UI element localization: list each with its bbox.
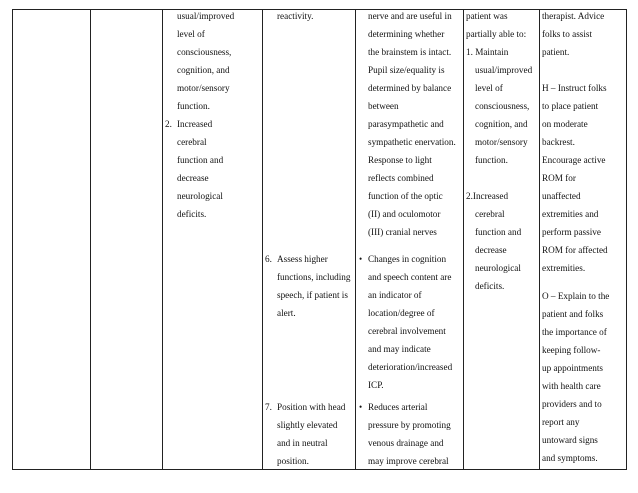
nursing-care-plan-table [12,9,627,470]
rationale-line: and speech content are [368,272,452,282]
rationale-line: Pupil size/equality is [368,65,445,75]
rationale-line: reflects combined [368,173,434,183]
teaching-line: folks to assist [542,29,593,39]
evaluation-line: cognition, and [475,119,528,129]
teaching-line: untoward signs [542,435,598,445]
intervention-line: Assess higher [277,254,328,264]
intervention-line: and in neutral [277,438,328,448]
rationale-line: cerebral involvement [368,326,446,336]
table-cell-interventions [263,10,356,470]
teaching-line: patient and folks [542,309,604,319]
rationale-line: (II) and oculomotor [368,209,441,219]
intervention-line: Position with head [277,402,346,412]
teaching-line: extremities. [542,263,586,273]
teaching-line: extremities and [542,209,599,219]
table-cell-rationale [356,10,464,470]
objective-line: consciousness, [177,47,232,57]
objective-line: usual/improved [177,11,235,21]
objective-number: 2. [165,119,172,129]
table-cell-col1 [13,10,91,470]
objective-line: function and [177,155,224,165]
teaching-line: ROM for [542,173,576,183]
teaching-line: up appointments [542,363,603,373]
table-row [13,10,627,470]
intervention-line: alert. [277,308,296,318]
rationale-line: (III) cranial nerves [368,227,437,237]
evaluation-line: decrease [475,245,507,255]
objective-line: deficits. [177,209,207,219]
bullet-icon: • [359,254,363,264]
rationale-line: may improve cerebral [368,456,449,466]
evaluation-line: function. [475,155,508,165]
rationale-line: deterioration/increased [368,362,453,372]
intervention-number: 7. [265,402,272,412]
rationale-line: Reduces arterial [368,402,428,412]
objective-line: level of [177,29,205,39]
teaching-line: patient. [542,47,570,57]
evaluation-line: patient was [466,11,508,21]
rationale-line: venous drainage and [368,438,444,448]
teaching-line: perform passive [542,227,601,237]
evaluation-line: cerebral [475,209,505,219]
evaluation-line: usual/improved [475,65,533,75]
rationale-line: and may indicate [368,344,431,354]
teaching-line: to place patient [542,101,599,111]
objective-line: motor/sensory [177,83,230,93]
rationale-line: between [368,101,399,111]
rationale-line: location/degree of [368,308,435,318]
rationale-line: pressure by promoting [368,420,451,430]
intervention-line: slightly elevated [277,420,338,430]
rationale-line: Response to light [368,155,432,165]
teaching-line: the importance of [542,327,607,337]
teaching-line: with health care [542,381,601,391]
bullet-icon: • [359,402,363,412]
table-cell-health-teaching [540,10,627,470]
table-cell-evaluation [464,10,540,470]
objective-line: neurological [177,191,223,201]
intervention-line: functions, including [277,272,351,282]
evaluation-line: 1. Maintain [466,47,509,57]
rationale-line: parasympathetic and [368,119,444,129]
teaching-line: H – Instruct folks [542,83,607,93]
rationale-line: Changes in cognition [368,254,447,264]
intervention-number: 6. [265,254,272,264]
rationale-line: an indicator of [368,290,422,300]
rationale-line: function of the optic [368,191,443,201]
teaching-line: ROM for affected [542,245,608,255]
table-cell-objectives [163,10,263,470]
intervention-line: position. [277,456,309,466]
objective-line: decrease [177,173,209,183]
table-cell-col2 [91,10,163,470]
teaching-line: O – Explain to the [542,291,610,301]
teaching-line: unaffected [542,191,581,201]
objective-line: cerebral [177,137,207,147]
evaluation-line: level of [475,83,503,93]
evaluation-line: function and [475,227,522,237]
teaching-line: therapist. Advice [542,11,605,21]
evaluation-line: consciousness, [475,101,530,111]
teaching-line: on moderate [542,119,588,129]
rationale-line: the brainstem is intact. [368,47,452,57]
objective-line: function. [177,101,210,111]
teaching-line: Encourage active [542,155,606,165]
rationale-line: sympathetic enervation. [368,137,456,147]
evaluation-line: neurological [475,263,521,273]
rationale-line: ICP. [368,380,384,390]
objective-line: Increased [177,119,213,129]
rationale-line: determined by balance [368,83,452,93]
evaluation-line: 2.Increased [466,191,509,201]
teaching-line: report any [542,417,580,427]
intervention-line: speech, if patient is [277,290,348,300]
rationale-line: determining whether [368,29,445,39]
teaching-line: providers and to [542,399,602,409]
intervention-line: reactivity. [277,11,314,21]
evaluation-line: deficits. [475,281,505,291]
teaching-line: backrest. [542,137,575,147]
objective-line: cognition, and [177,65,230,75]
teaching-line: keeping follow- [542,345,601,355]
teaching-line: and symptoms. [542,453,598,463]
evaluation-line: motor/sensory [475,137,528,147]
evaluation-line: partially able to: [466,29,527,39]
rationale-line: nerve and are useful in [368,11,452,21]
